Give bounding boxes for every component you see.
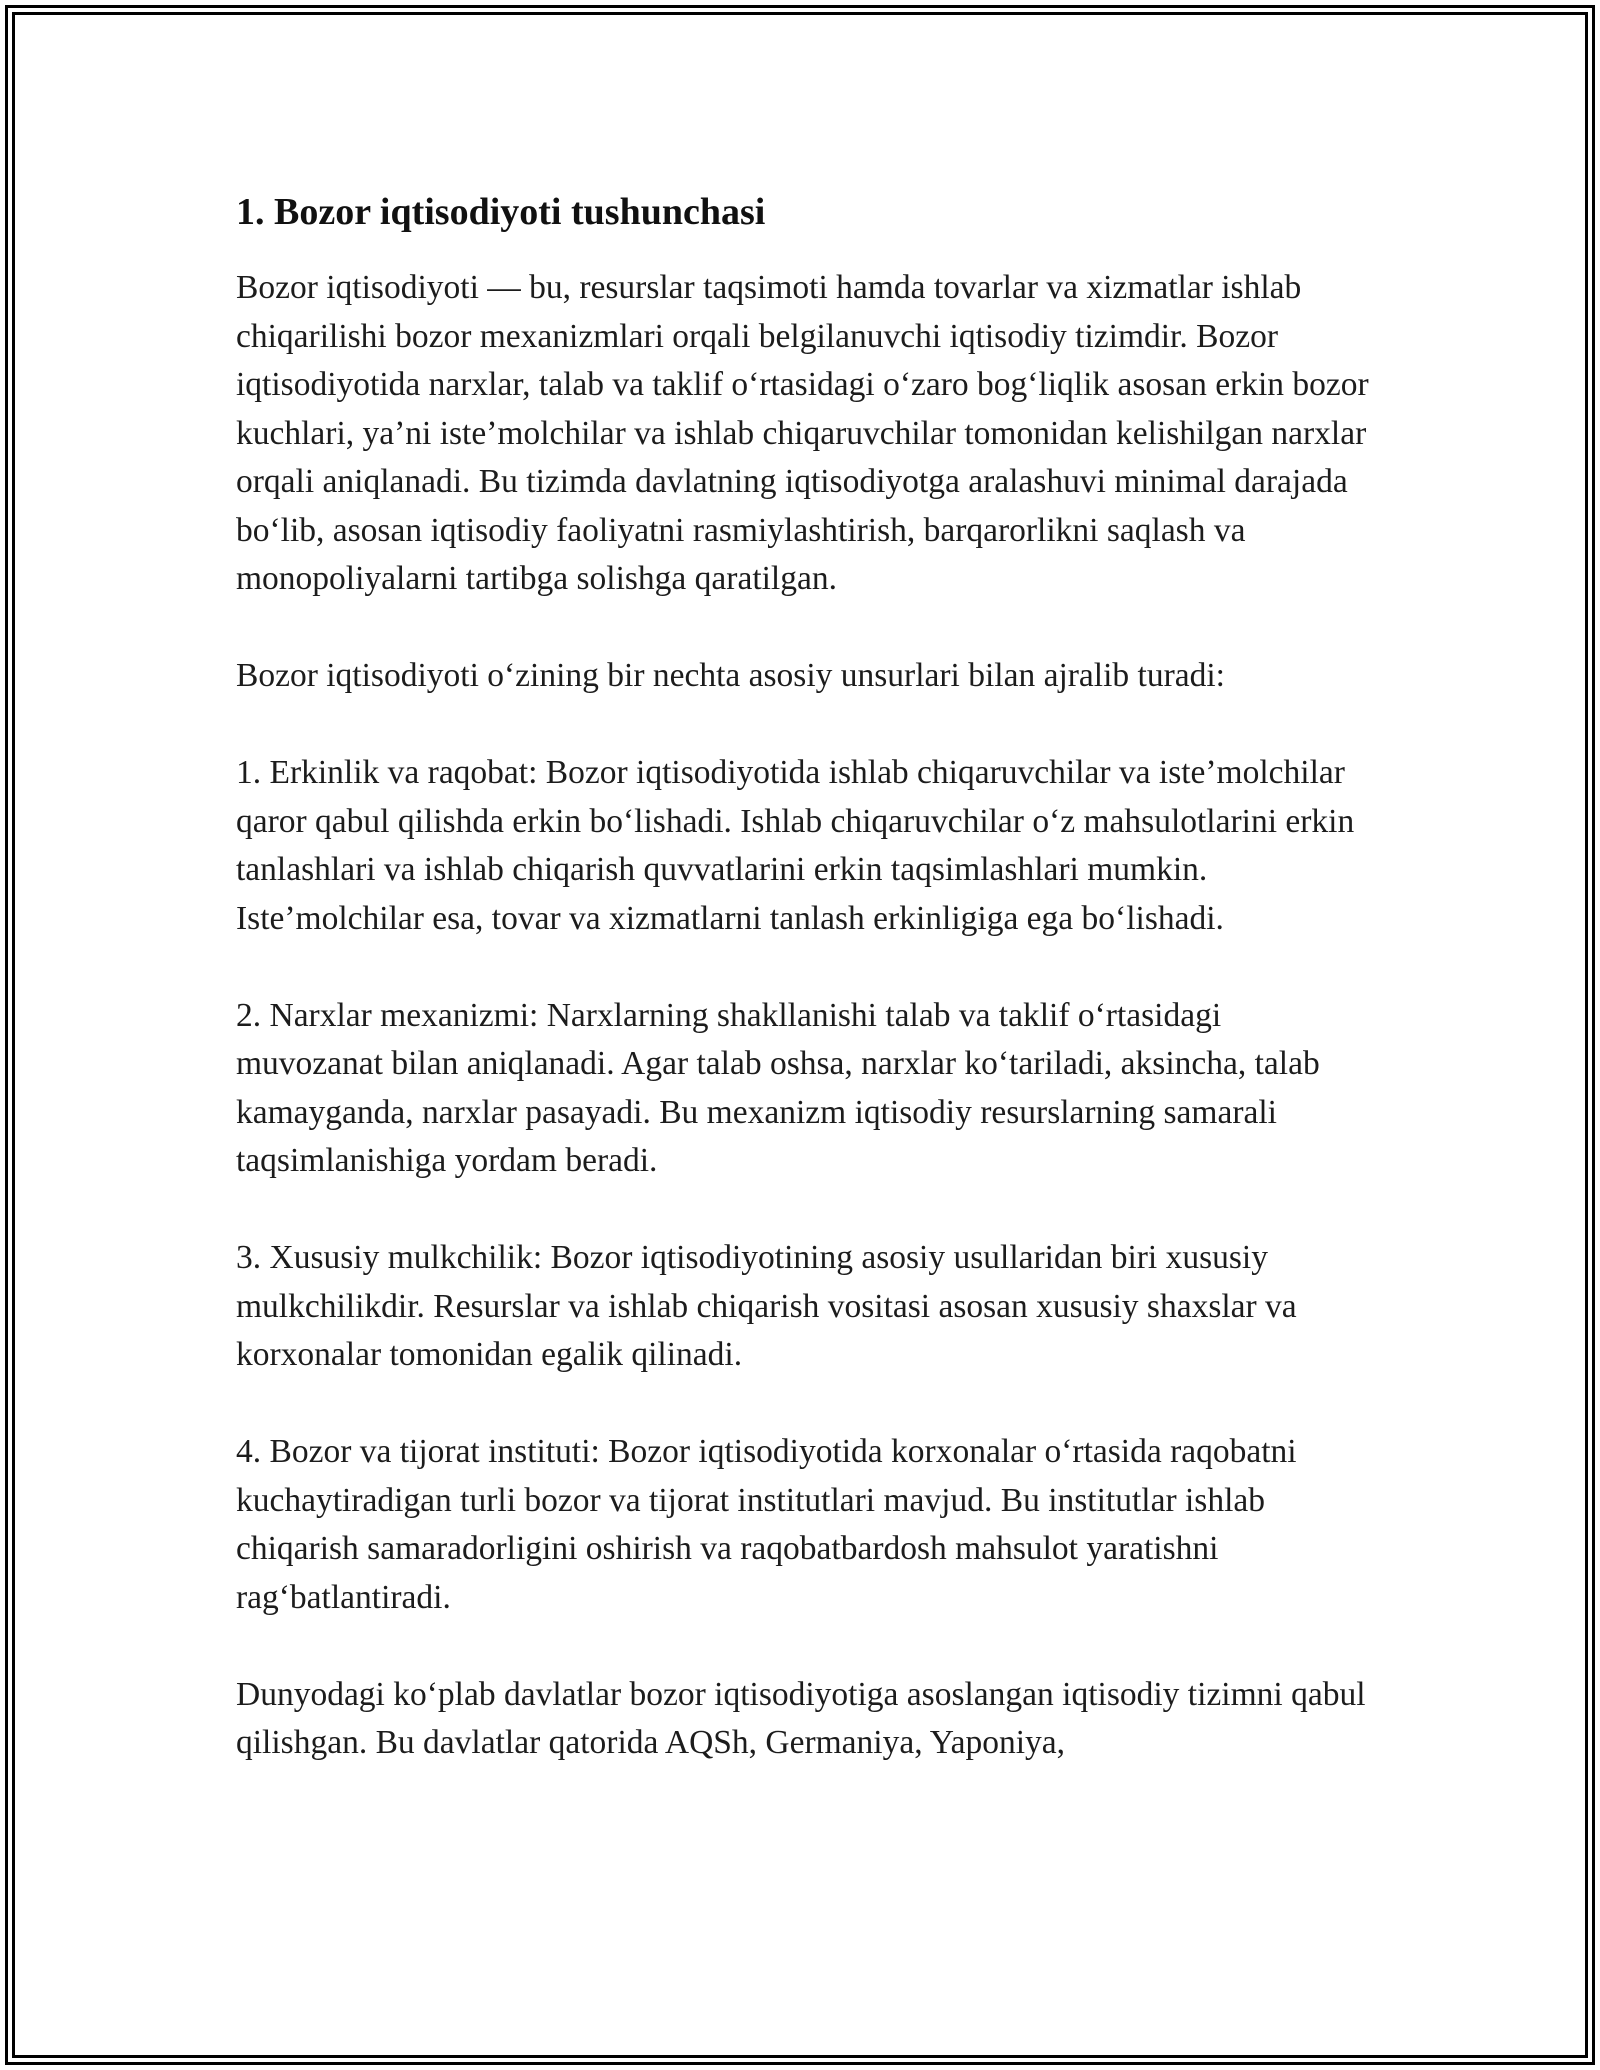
paragraph-item-institutions: 4. Bozor va tijorat instituti: Bozor iqtisodiyotida korxonalar oʻrtasida raqobatni kuchaytiradigan turli bozor va tijorat institutlari mavjud. Bu institutlar ishlab chiqarish samaradorligini oshirish va raqobatbardosh mahsulot yaratishni ragʻbatlantiradi. xyxy=(236,1433,1297,1616)
paragraph-item-freedom: 1. Erkinlik va raqobat: Bozor iqtisodiyotida ishlab chiqaruvchilar va isteʼmolchilar qaror qabul qilishda erkin boʻlishadi. Ishlab chiqaruvchilar oʻz mahsulotlarini erkin tanlashlari va ishlab chiqarish quvvatlarini erkin taqsimlashlari mumkin. Isteʼmolchilar esa, tovar va xizmatlarni tanlash erkinligiga ega boʻlishadi. xyxy=(236,754,1355,937)
paragraph-countries: Dunyodagi koʻplab davlatlar bozor iqtisodiyotiga asoslangan iqtisodiy tizimni qabul qilishgan. Bu davlatlar qatorida AQSh, Germaniya, Yaponiya, xyxy=(236,1675,1366,1761)
paragraph-definition: Bozor iqtisodiyoti — bu, resurslar taqsimoti hamda tovarlar va xizmatlar ishlab chiqarilishi bozor mexanizmlari orqali belgilanuvchi iqtisodiy tizimdir. Bozor iqtisodiyotida narxlar, talab va taklif oʻrtasidagi oʻzaro bogʻliqlik asosan erkin bozor kuchlari, yaʼni isteʼmolchilar va ishlab chiqaruvchilar tomonidan kelishilgan narxlar orqali aniqlanadi. Bu tizimda davlatning iqtisodiyotga aralashuvi minimal darajada boʻlib, asosan iqtisodiy faoliyatni rasmiylashtirish, barqarorlikni saqlash va monopoliyalarni tartibga solishga qaratilgan. xyxy=(236,269,1369,597)
section-heading: 1. Bozor iqtisodiyoti tushunchasi xyxy=(236,191,766,233)
paragraph-intro-list: Bozor iqtisodiyoti oʻzining bir nechta asosiy unsurlari bilan ajralib turadi: xyxy=(236,657,1225,694)
paragraph-item-property: 3. Xususiy mulkchilik: Bozor iqtisodiyotining asosiy usullaridan biri xususiy mulkchilikdir. Resurslar va ishlab chiqarish vositasi asosan xususiy shaxslar va korxonalar tomonidan egalik qilinadi. xyxy=(236,1239,1297,1373)
document-body xyxy=(236,188,1376,1816)
paragraph-item-prices: 2. Narxlar mexanizmi: Narxlarning shakllanishi talab va taklif oʻrtasidagi muvozanat bilan aniqlanadi. Agar talab oshsa, narxlar koʻtariladi, aksincha, talab kamayganda, narxlar pasayadi. Bu mexanizm iqtisodiy resurslarning samarali taqsimlanishiga yordam beradi. xyxy=(236,996,1320,1179)
